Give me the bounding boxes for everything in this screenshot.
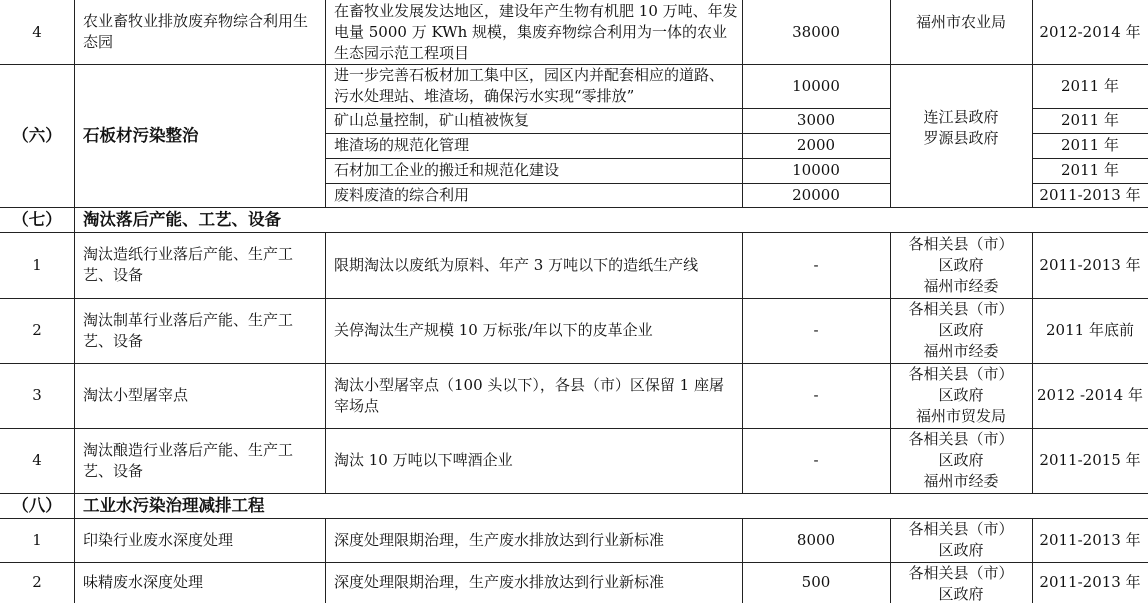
row4-dept: 福州市农业局: [915, 12, 1006, 31]
grid-hline: [1032, 158, 1148, 159]
grid-hline: [0, 232, 1148, 233]
sec7-item3-project: 淘汰小型屠宰点: [83, 386, 189, 404]
grid-hline: [325, 158, 890, 159]
sec6-no: （六）: [12, 126, 62, 145]
sec7-item2-dept-line3: 福州市经委: [923, 342, 999, 360]
sec7-title: 淘汰落后产能、工艺、设备: [83, 210, 281, 229]
grid-hline: [1032, 108, 1148, 109]
grid-hline: [0, 363, 1148, 364]
sec7-item2-project: 淘汰制革行业落后产能、生产工艺、设备: [83, 310, 294, 350]
sec7-item3-dept-line2: 区政府: [938, 386, 984, 404]
sec7-no: （七）: [12, 210, 62, 229]
grid-hline: [0, 428, 1148, 429]
grid-hline: [1032, 133, 1148, 134]
sec6-item2-investment: 3000: [796, 111, 836, 129]
sec7-item3-no: 3: [32, 386, 42, 404]
grid-vline: [74, 207, 75, 603]
sec6-item4-period: 2011 年: [1061, 161, 1119, 179]
sec7-item3-dept-line3: 福州市贸发局: [915, 407, 1006, 425]
sec8-item1-dept-line1: 各相关县（市）: [908, 520, 1014, 538]
sec7-item4-dept-line1: 各相关县（市）: [908, 430, 1014, 448]
sec8-no: （八）: [12, 496, 62, 515]
grid-hline: [0, 64, 1148, 65]
sec7-item1-investment: -: [813, 255, 819, 274]
row4-period: 2012-2014 年: [1039, 22, 1141, 41]
sec7-item3-investment: -: [813, 386, 819, 404]
sec7-item2-period: 2011 年底前: [1046, 321, 1134, 339]
grid-hline: [325, 108, 890, 109]
sec7-item1-dept-line1: 各相关县（市）: [908, 234, 1014, 253]
sec7-item4-dept: [890, 428, 1032, 493]
grid-vline: [1032, 518, 1033, 603]
grid-hline: [1032, 183, 1148, 184]
row4-project: 农业畜牧业排放废弃物综合利用生态园: [83, 12, 309, 51]
sec6-item3-period: 2011 年: [1061, 136, 1119, 154]
sec7-item4-dept-line3: 福州市经委: [923, 472, 999, 490]
sec7-item3-dept-line1: 各相关县（市）: [908, 365, 1014, 383]
sec8-title: 工业水污染治理减排工程: [83, 496, 265, 515]
sec6-item2-content: 矿山总量控制，矿山植被恢复: [334, 111, 530, 129]
row4-content: 在畜牧业发展发达地区，建设年产生物有机肥 10 万吨、年发电量 5000 万 KWh 规模，集废弃物综合利用为一体的农业生态园示范工程项目: [334, 1, 738, 62]
sec6-item4-investment: 10000: [792, 161, 840, 179]
sec6-item1-period: 2011 年: [1061, 76, 1119, 95]
sec7-item2-content: 关停淘汰生产规模 10 万标张/年以下的皮革企业: [334, 321, 653, 339]
sec8-item1-dept-line2: 区政府: [938, 541, 984, 559]
sec6-item1-content: 进一步完善石板材加工集中区，园区内并配套相应的道路、污水处理站、堆渣场，确保污水实现“零排放”: [334, 66, 725, 105]
row4-investment: 38000: [792, 22, 840, 41]
sec7-item3-dept: [890, 363, 1032, 428]
sec8-item2-dept: [890, 562, 1032, 606]
grid-vline: [890, 518, 891, 603]
sec8-item2-content: 深度处理限期治理，生产废水排放达到行业新标准: [334, 573, 665, 591]
sec6-dept-line1: 连江县政府: [923, 108, 999, 126]
grid-vline: [1032, 0, 1033, 207]
sec6-item2-period: 2011 年: [1061, 111, 1119, 129]
sec6-item5-investment: 20000: [792, 185, 840, 204]
grid-vline: [74, 0, 75, 207]
sec7-item4-investment: -: [813, 451, 819, 469]
sec7-item1-no: 1: [32, 255, 42, 274]
sec8-item2-investment: 500: [801, 573, 831, 591]
sec6-title: 石板材污染整治: [83, 126, 199, 145]
grid-hline: [0, 562, 1148, 563]
sec8-item2-dept-line2: 区政府: [938, 585, 984, 603]
grid-vline: [325, 518, 326, 603]
sec8-item1-period: 2011-2013 年: [1039, 530, 1141, 549]
grid-hline: [0, 207, 1148, 208]
sec7-item1-period: 2011-2013 年: [1039, 255, 1141, 274]
sec8-item1-investment: 8000: [796, 530, 836, 549]
row4-no: 4: [32, 22, 42, 41]
sec7-item4-no: 4: [32, 451, 42, 469]
sec8-item1-content: 深度处理限期治理，生产废水排放达到行业新标准: [334, 530, 665, 549]
sec6-item5-content: 废料废渣的综合利用: [334, 185, 470, 204]
sec7-item1-dept-line3: 福州市经委: [923, 276, 999, 295]
sec7-item4-period: 2011-2015 年: [1039, 451, 1141, 469]
sec6-item1-investment: 10000: [792, 76, 840, 95]
grid-hline: [0, 518, 1148, 519]
sec7-item4-dept-line2: 区政府: [938, 451, 984, 469]
grid-hline: [0, 493, 1148, 494]
sec8-item2-period: 2011-2013 年: [1039, 573, 1141, 591]
grid-vline: [890, 0, 891, 207]
sec7-item4-project: 淘汰酿造行业落后产能、生产工艺、设备: [83, 440, 294, 480]
grid-hline: [325, 183, 890, 184]
sec6-item3-content: 堆渣场的规范化管理: [334, 136, 470, 154]
sec7-item2-dept-line1: 各相关县（市）: [908, 300, 1014, 318]
sec7-item3-period: 2012 -2014 年: [1037, 386, 1143, 404]
sec8-item1-project: 印染行业废水深度处理: [83, 530, 234, 549]
sec8-item2-project: 味精废水深度处理: [83, 573, 204, 591]
sec7-item1-project: 淘汰造纸行业落后产能、生产工艺、设备: [83, 245, 294, 284]
sec7-item4-content: 淘汰 10 万吨以下啤酒企业: [334, 451, 513, 469]
grid-hline: [0, 298, 1148, 299]
grid-vline: [742, 518, 743, 603]
sec8-item2-dept-line1: 各相关县（市）: [908, 564, 1014, 582]
sec6-dept: [890, 108, 1032, 148]
sec6-item4-content: 石材加工企业的搬迁和规范化建设: [334, 161, 560, 179]
sec7-item3-content: 淘汰小型屠宰点（100 头以下），各县（市）区保留 1 座屠宰场点: [334, 375, 724, 415]
sec7-item1-dept-line2: 区政府: [938, 255, 984, 274]
sec7-item1-dept: [890, 232, 1032, 298]
sec7-item2-investment: -: [813, 321, 819, 339]
sec7-item2-dept-line2: 区政府: [938, 321, 984, 339]
sec7-item2-no: 2: [32, 321, 42, 339]
grid-hline: [325, 133, 890, 134]
sec7-item2-dept: [890, 298, 1032, 363]
grid-vline: [325, 0, 326, 207]
sec6-item5-period: 2011-2013 年: [1039, 185, 1141, 204]
sec8-item1-dept: [890, 518, 1032, 562]
sec6-dept-line2: 罗源县政府: [923, 129, 999, 147]
grid-vline: [742, 0, 743, 207]
sec8-item1-no: 1: [32, 530, 42, 549]
sec8-item2-no: 2: [32, 573, 42, 591]
sec6-item3-investment: 2000: [796, 136, 836, 154]
sec7-item1-content: 限期淘汰以废纸为原料、年产 3 万吨以下的造纸生产线: [334, 255, 699, 274]
